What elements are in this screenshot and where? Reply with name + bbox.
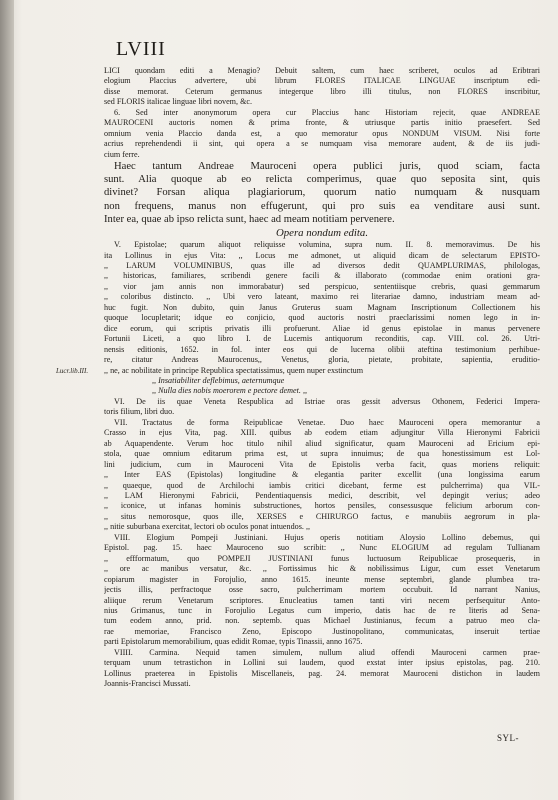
text-line: divinet? Forsan aliqua plagiariorum, quorum natio numquam & nusquam	[104, 187, 540, 199]
text-line: ,, Nulla dies nobis moerorem e pectore demet. ,,	[152, 386, 308, 396]
text-line: VI. De iis quae Veneta Respublica ad Istriae oras gessit adversus Othonem, Federici Impera-	[114, 396, 540, 406]
text-line: elogium Placcius advertere, ubi librum FLORES ITALICAE LINGUAE inscriptum edi-	[104, 76, 540, 86]
text-line: cium ferre.	[104, 149, 140, 159]
text-line: parti Epistolarum memorabilium, quas edidit Romae, typis Tinassii, anno 1675.	[104, 637, 363, 647]
text-line: disse memorat. Ceterum germanus integerque libro illi titulus, non FLORES inscribitur,	[104, 86, 540, 96]
text-line: omnium venia Placcio danda est, a quo memoratur opus NONDUM VISUM. Nisi forte	[104, 128, 540, 138]
text-line: sunt. Alia quoque ab eo relicta comperimus, quae quo seposita sint, quis	[104, 174, 540, 186]
text-line: Joannis-Francisci Mussati.	[104, 679, 191, 689]
text-line: ,, historicas, familiares, scribendi genere facili & illaborato (commodae enim orationi gra-	[104, 271, 540, 281]
text-line: ,, iconice, ut infanas hominis substructiones, hortos pensiles, consessusque felicium arborum con-	[104, 501, 540, 511]
text-line: ,, coloribus distincto. ,, Ubi vero lateant, maximo rei literariae damno, industriam meam ad-	[104, 292, 540, 302]
text-line: copiarum magister in Forojulio, anno 1615. ineunte mense septembri, glande plumbea tra-	[104, 574, 540, 584]
text-line: Epistol. pag. 15. haec Mauroceno suo scribit: ,, Nunc ELOGIUM ad regulam Tullianam	[104, 543, 540, 553]
text-line: jectis illis, perfractoque osse sacro, pulcherrimam mortem occubuit. Id narrant Nanius,	[104, 585, 540, 595]
page-number: LVIII	[116, 38, 166, 60]
text-line: re, citatur Andreas Maurocenus,, Venetus, gloria, pietate, probitate, sapientia, eruditio-	[104, 355, 540, 365]
text-line: Lollinus praeterea in Epistolis Miscellaneis, pag. 24. memorat Mauroceni distichon in laudem	[104, 668, 540, 678]
text-line: ,, Inter EAS (Epistolas) longitudine & elegantia pariter excellit (una longissima earum	[104, 470, 540, 480]
text-line: LICI quondam editi a Menagio? Debuit saltem, cum haec scriberet, oculos ad Eribtrari	[104, 66, 540, 75]
catchword: SYL-	[497, 733, 519, 743]
text-line: 6. Sed inter anonymorum opera cur Placcius hanc Historiam rejecit, quae ANDREAE	[114, 107, 540, 117]
text-line: ab Aquapendente. Verum hoc titulo nihil aliud significatur, quam Mauroceni ad Ericium epi-	[104, 438, 540, 448]
text-line: VIII. Elogium Pompeji Justiniani. Hujus operis notitiam Aloysio Lollino debemus, qui	[114, 532, 540, 542]
text-line: V. Epistolae; quarum aliquot reliquisse volumina, supra num. II. 8. memoravimus. De his	[114, 240, 540, 250]
text-line: Crasso in ejus Vita, pag. XIII. quibus ab eodem etiam adjungitur Villa Hieronymi Fabricii	[104, 428, 540, 438]
text-line: ,, quaeque, quod de Archilochi iambis critici dicebant, ferme est pulcherrima) qua VIL-	[104, 480, 540, 490]
margin-note: Lucr.lib.III.	[56, 367, 89, 375]
text-line: rae memoriae, Francisco Zeno, Episcopo Justinopolitano, communicatas, inseruit tertiae	[104, 626, 540, 636]
text-line: ,, vior jam annis non immorabatur) sed perspicuo, sententiisque crebris, quasi gemmarum	[104, 281, 540, 291]
text-line: stola, quae omnium editarum prima est, ut supra innuimus; de qua honestissimum est Lol-	[104, 449, 540, 459]
text-line: acrius reprehendendi ii sint, qui opera a se numquam visa memorare audent, & de iis judi-	[104, 139, 540, 149]
text-line: ita Lollinus in ejus Vita: ,, Locus me admonet, ut aliquid dicam de selectarum EPISTO-	[104, 250, 540, 260]
text-line: aliique rerum Venetarum scriptores. Enucleatius tamen tanti viri necem perfsequitur Anto-	[104, 595, 540, 605]
text-line: ,, situs nemorosque, quos ille, XERSES e CHIRURGO factus, e manubiis aegrorum in pla-	[104, 511, 540, 521]
text-line: Fortunii Liceti, a quo libro I. de Lucernis antiquorum reconditis, cap. VIII. col. 26. Utri-	[104, 334, 540, 344]
text-line: Inter ea, quae ab ipso relicta sunt, haec ad meam notitiam pervenere.	[104, 213, 395, 225]
text-line: ,, ore ac manibus versatur, &c. ,, Fortissimus hic & nobilissimus Ligur, cum esset Venetarum	[104, 564, 540, 574]
text-line: toris filium, libri duo.	[104, 407, 175, 417]
text-line: ,, effformatum, quo POMPEJI JUSTINIANI funus luctuosum Reipublicae prosequeris, in	[104, 553, 540, 563]
page-gutter-shadow	[0, 0, 14, 800]
text-line: quoque locupletarit; idque eo conjicio, quod auctoris nostri praeclarissimi nomen lego in in-	[104, 313, 540, 323]
text-line: ,, nitie suburbana exercitat, lectori ob oculos ponat intuendos. ,,	[104, 522, 311, 532]
text-line: Opera nondum edita.	[275, 227, 369, 240]
text-line: MAUROCENI auctoris nomen & prima fronte, & utriusque partis initio praesefert. Sed	[104, 118, 540, 128]
text-line: tum eodem anno, prid. non. septemb. quas Michael Justinianus, fecum a patruo meo cla-	[104, 616, 540, 626]
body-text	[104, 66, 540, 690]
text-line: nensis editionis, 1652. in fol. inter eos qui de lucerna olibii ateftina testimonium perhibue-	[104, 344, 540, 354]
text-line: lini judicium, cum in Mauroceni Vita de Epistolis verba facit, quas moriens reliquit:	[104, 459, 540, 469]
text-line: ,, ne, ac nobilitate in principe Republica spectatissimus, quem nuper exstinctum	[104, 365, 364, 375]
text-line: ,, Insatiabiliter deflebimus, aeternumque	[152, 375, 285, 385]
text-line: dice eorum, qui scriptis privatis illi profuerunt. Aliae id genus epistolae in manus pervenere	[104, 323, 540, 333]
text-line: huc fugit. Non dubito, quin Janus Gruterus suam Magnam Inscriptionum Collectionem his	[104, 302, 540, 312]
text-line: VII. Tractatus de forma Reipublicae Venetae. Duo haec Mauroceni opera memorantur a	[114, 417, 540, 427]
text-line: terquam unum tetrastichon in Lollini sui laudem, quod exstat inter ipsius epistolas, pag. 210.	[104, 658, 540, 668]
text-line: nius Grimanus, tunc in Forojulio Legatus cum imperio, datis hac de re literis ad Sena-	[104, 605, 540, 615]
text-line: VIIII. Carmina. Nequid tamen simulem, nullum aliud offendi Mauroceni carmen prae-	[114, 647, 540, 657]
text-line: ,, LARUM VOLUMINIBUS, quas ille ad diversos dedit QUAMPLURIMAS, philologas,	[104, 261, 540, 270]
text-line: ,, LAM Hieronymi Fabricii, Pendentiaquensis medici, describit, vel depingit verius; adeo	[104, 490, 540, 500]
text-line: sed FLORIS italicae linguae libri novem, &c.	[104, 97, 253, 107]
text-line: Haec tantum Andreae Mauroceni opera publici juris, quod sciam, facta	[114, 161, 540, 173]
text-line: non frequens, manus non effugerunt, qui pro suis ea venditare ausi sunt.	[104, 200, 540, 212]
